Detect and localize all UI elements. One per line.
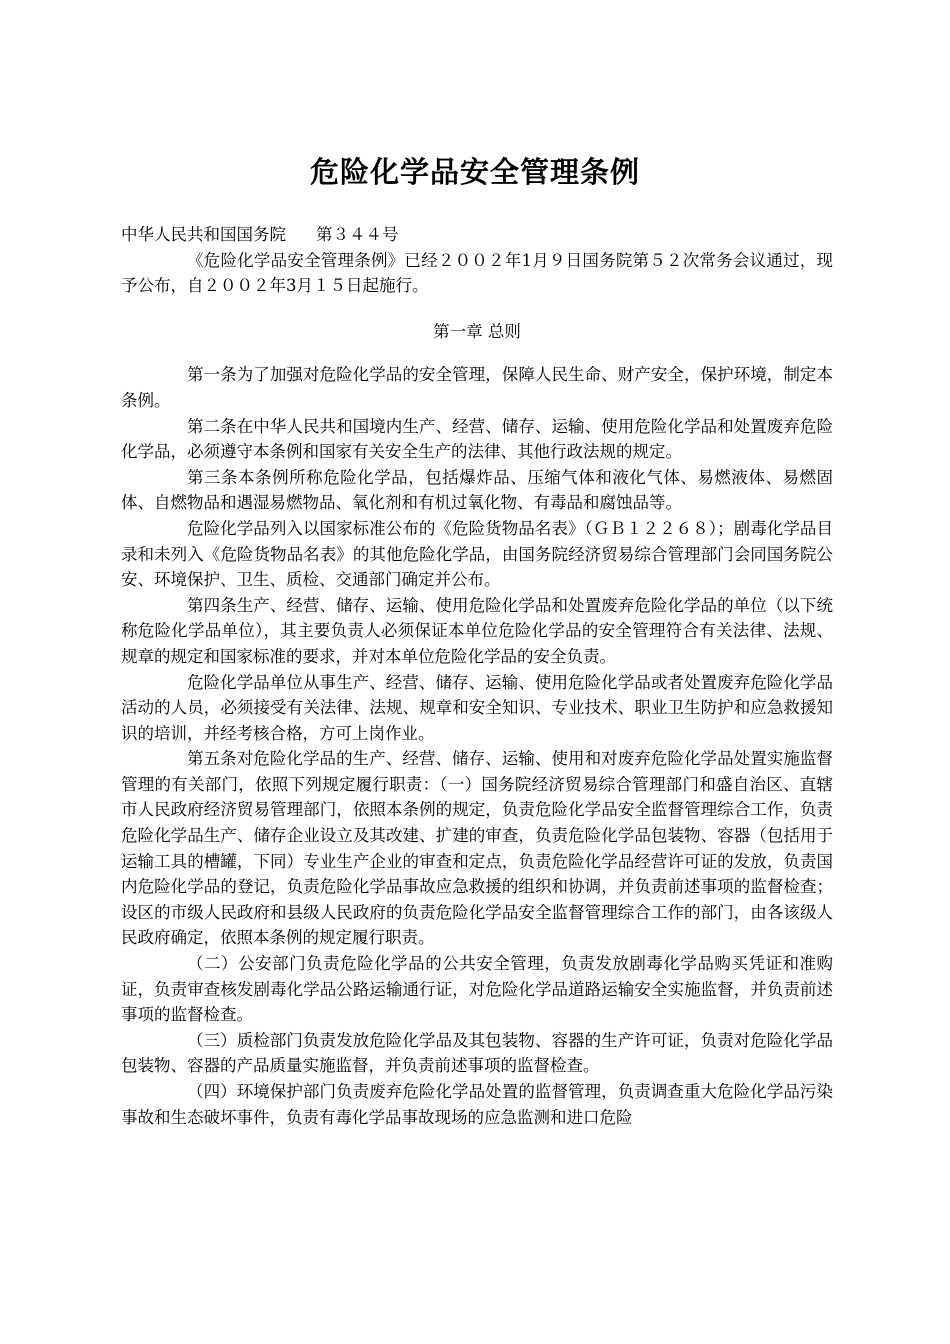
paragraph-article-5-item-2: （二）公安部门负责危险化学品的公共安全管理，负责发放剧毒化学品购买凭证和准购证，负责审查核发剧毒化学品公路运输通行证，对危险化学品道路运输安全实施监督，并负责前述事项的监督检查。	[121, 954, 833, 1025]
paragraph-article-3-cont: 危险化学品列入以国家标准公布的《危险货物品名表》（ＧＢ１２２６８）；剧毒化学品目录和未列入《危险货物品名表》的其他危险化学品，由国务院经济贸易综合管理部门会同国务院公安、环境保护、卫生、质检、交通部门确定并公布。	[121, 518, 833, 590]
paragraph-article-4: 第四条生产、经营、储存、运输、使用危险化学品和处置废弃危险化学品的单位（以下统称危险化学品单位），其主要负责人必须保证本单位危险化学品的安全管理符合有关法律、法规、规章的规定和国家标准的要求，并对本单位危险化学品的安全负责。	[121, 595, 833, 666]
paragraph-article-5-item-4: （四）环境保护部门负责废弃危险化学品处置的监督管理，负责调查重大危险化学品污染事故和生态破坏事件，负责有毒化学品事故现场的应急监测和进口危险	[121, 1082, 833, 1127]
document-body	[121, 222, 833, 1130]
paragraph-article-4-cont: 危险化学品单位从事生产、经营、储存、运输、使用危险化学品或者处置废弃危险化学品活动的人员，必须接受有关法律、法规、规章和安全知识、专业技术、职业卫生防护和应急救援知识的培训，并经考核合格，方可上岗作业。	[121, 672, 833, 743]
paragraph-promulgation: 《危险化学品安全管理条例》已经２００２年1月９日国务院第５２次常务会议通过，现予公布，自２００２年3月１５日起施行。	[121, 250, 833, 296]
document-title: 危险化学品安全管理条例	[309, 155, 640, 189]
issuer: 中华人民共和国国务院	[121, 225, 286, 244]
doc-header-line	[121, 222, 833, 248]
chapter-heading: 第一章 总则	[433, 321, 521, 341]
doc-number: 第３４４号	[316, 225, 399, 244]
paragraph-article-2: 第二条在中华人民共和国境内生产、经营、储存、运输、使用危险化学品和处置废弃危险化学品，必须遵守本条例和国家有关安全生产的法律、其他行政法规的规定。	[121, 416, 833, 462]
paragraph-article-1: 第一条为了加强对危险化学品的安全管理，保障人民生命、财产安全，保护环境，制定本条例。	[121, 365, 833, 410]
paragraph-article-5-item-3: （三）质检部门负责发放危险化学品及其包装物、容器的生产许可证，负责对危险化学品包装物、容器的产品质量实施监督，并负责前述事项的监督检查。	[121, 1030, 833, 1076]
paragraph-article-5: 第五条对危险化学品的生产、经营、储存、运输、使用和对废弃危险化学品处置实施监督管理的有关部门，依照下列规定履行职责：（一）国务院经济贸易综合管理部门和盛自治区、直辖市人民政府经济贸易管理部门，依照本条例的规定，负责危险化学品安全监督管理综合工作，负责危险化学品生产、储存企业设立及其改建、扩建的审查，负责危险化学品包装物、容器（包括用于运输工具的槽罐，下同）专业生产企业的审查和定点，负责危险化学品经营许可证的发放，负责国内危险化学品的登记，负责危险化学品事故应急救援的组织和协调，并负责前述事项的监督检查；设区的市级人民政府和县级人民政府的负责危险化学品安全监督管理综合工作的部门，由各该级人民政府确定，依照本条例的规定履行职责。	[121, 749, 833, 948]
paragraph-article-3: 第三条本条例所称危险化学品，包括爆炸品、压缩气体和液化气体、易燃液体、易燃固体、自燃物品和遇湿易燃物品、氧化剂和有机过氧化物、有毒品和腐蚀品等。	[121, 467, 833, 513]
